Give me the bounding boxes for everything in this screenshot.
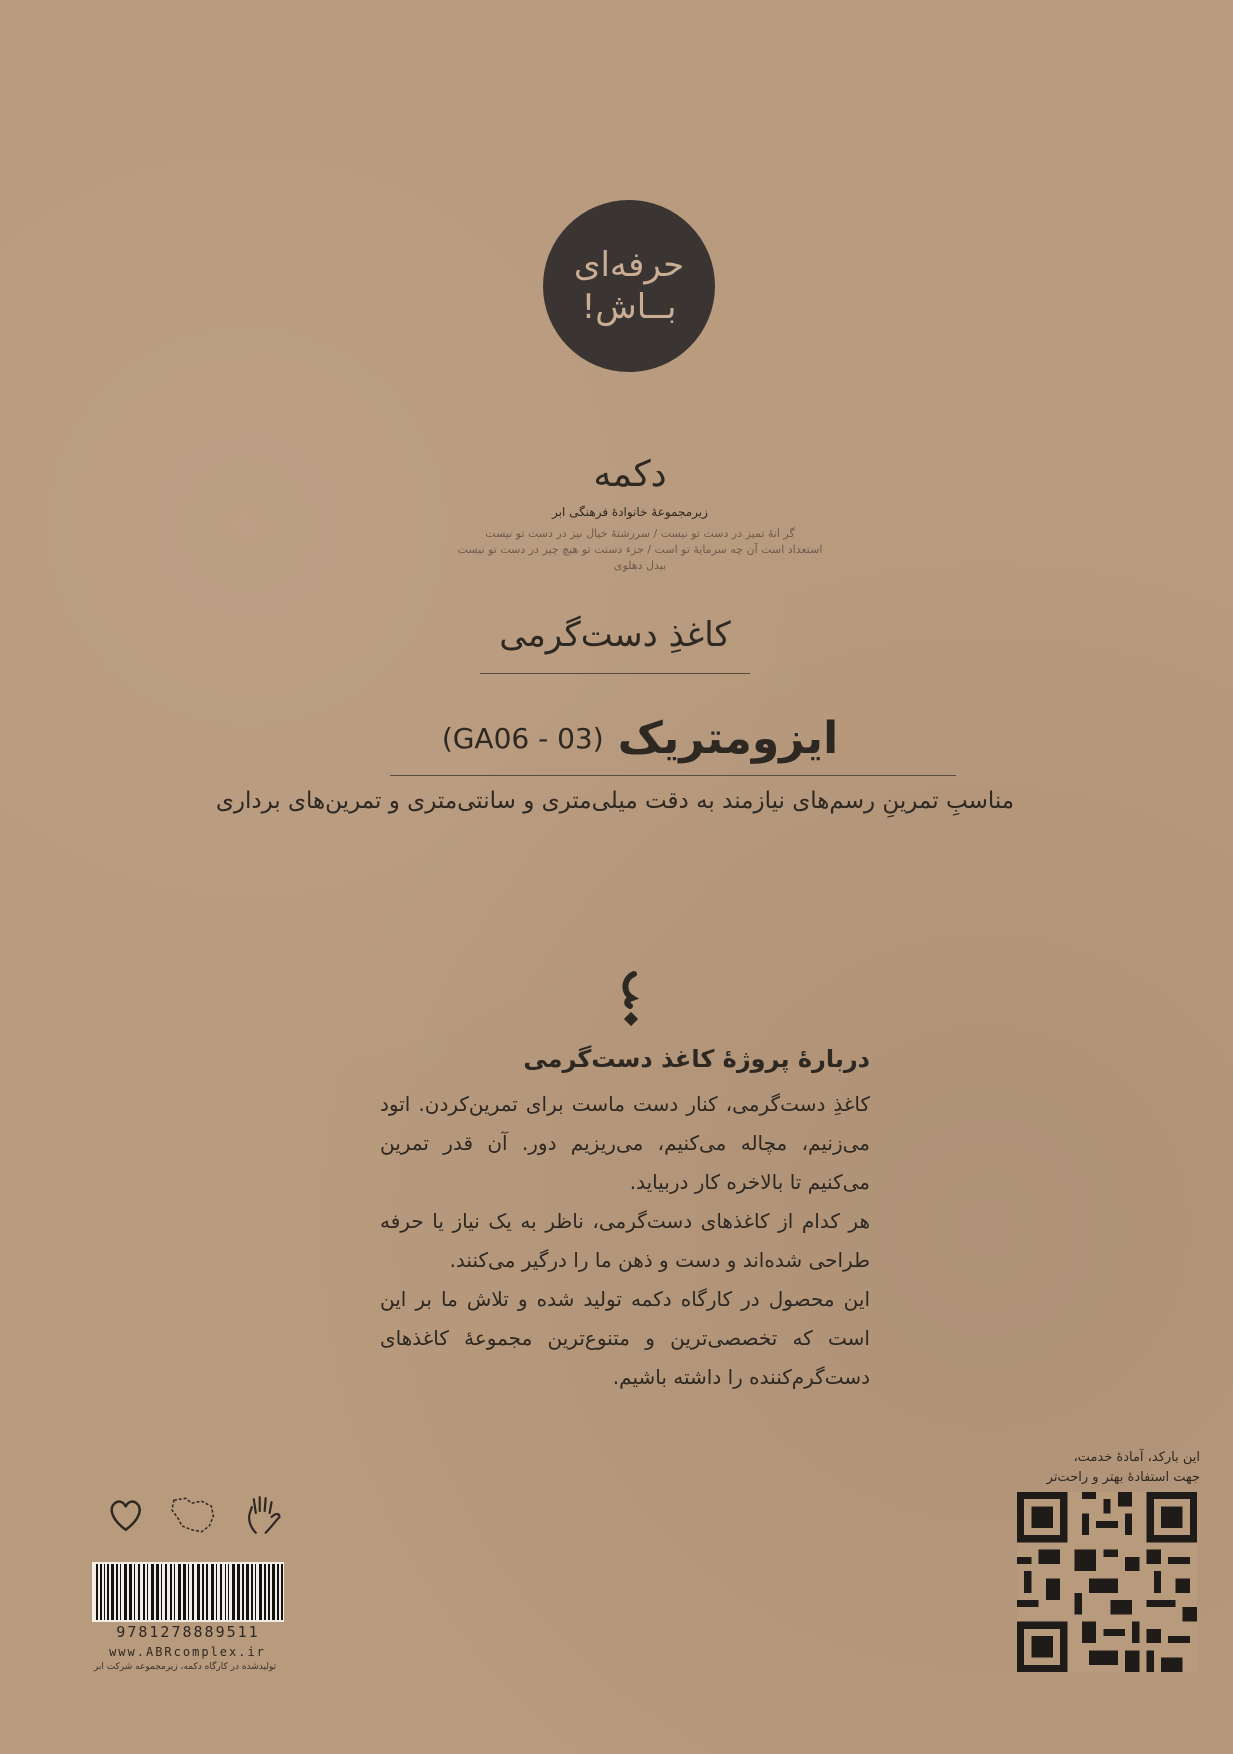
slogan-line: استعداد است آن چه سرمایهٔ تو است / جزء دستت تو هیچ چیز در دست تو نیست bbox=[457, 543, 823, 556]
qr-code-icon[interactable] bbox=[1017, 1492, 1197, 1672]
badge-line-1: حرفه‌ای bbox=[573, 244, 685, 285]
divider bbox=[480, 673, 750, 674]
product-subtitle: مناسبِ تمرینِ رسم‌های نیازمند به دقت میلی‌متری و سانتی‌متری و تمرین‌های برداری bbox=[215, 788, 1015, 814]
barcode-number: 9781278889511 bbox=[116, 1623, 260, 1641]
decorative-mark-icon bbox=[616, 970, 646, 1030]
production-credit: تولیدشده در کارگاه دکمه، زیرمجموعه شرکت ابر bbox=[93, 1662, 277, 1672]
qr-note bbox=[950, 1448, 1200, 1488]
brand-subtitle: زیرمجموعهٔ خانوادهٔ فرهنگی ابر bbox=[552, 505, 708, 519]
product-title-line bbox=[400, 708, 880, 768]
dokme-logo-icon bbox=[560, 450, 700, 500]
iran-map-icon bbox=[168, 1494, 219, 1536]
slogan-line: گر انهٔ تمیز در دست تو نیست / سررشتهٔ خیال نیز در دست تو نیست bbox=[485, 527, 795, 540]
product-title: ایزومتریک bbox=[617, 712, 839, 764]
qr-note-line: جهت استفادهٔ بهتر و راحت‌تر bbox=[1046, 1470, 1200, 1485]
about-body bbox=[380, 1085, 870, 1397]
slogan bbox=[430, 526, 850, 574]
pro-badge bbox=[543, 200, 715, 372]
about-paragraph: این محصول در کارگاه دکمه تولید شده و تلاش ما بر این است که تخصصی‌ترین و متنوع‌ترین مجموعهٔ کاغذهای دست‌گرم‌کننده را داشته باشیم. bbox=[380, 1287, 870, 1389]
about-paragraph: هر کدام از کاغذهای دست‌گرمی، ناظر به یک نیاز یا حرفه طراحی شده‌اند و دست و ذهن ما را درگیر می‌کنند. bbox=[380, 1209, 870, 1272]
website-url[interactable]: www.ABRcomplex.ir bbox=[109, 1645, 266, 1659]
product-code: (GA06 - 03) bbox=[441, 721, 604, 755]
about-paragraph: کاغذِ دست‌گرمی، کنار دست ماست برای تمرین‌کردن. اتود می‌زنیم، مچاله می‌کنیم، می‌ریزیم دور. آن قدر تمرین می‌کنیم تا بالاخره کار دربیاید. bbox=[380, 1092, 870, 1194]
divider bbox=[390, 775, 956, 776]
badge-line-2: بــاش! bbox=[581, 287, 677, 327]
icon-row bbox=[105, 1490, 285, 1540]
slogan-line: بیدل دهلوی bbox=[613, 559, 667, 572]
about-heading: دربارهٔ پروژهٔ کاغذ دست‌گرمی bbox=[523, 1045, 870, 1073]
barcode-icon[interactable] bbox=[92, 1562, 284, 1622]
heart-icon bbox=[105, 1494, 146, 1536]
hand-icon bbox=[242, 1493, 285, 1537]
logo-text: دکمه bbox=[593, 454, 667, 495]
series-title: کاغذِ دست‌گرمی bbox=[499, 615, 731, 655]
qr-note-line: این بارکد، آمادهٔ خدمت، bbox=[1073, 1450, 1200, 1465]
